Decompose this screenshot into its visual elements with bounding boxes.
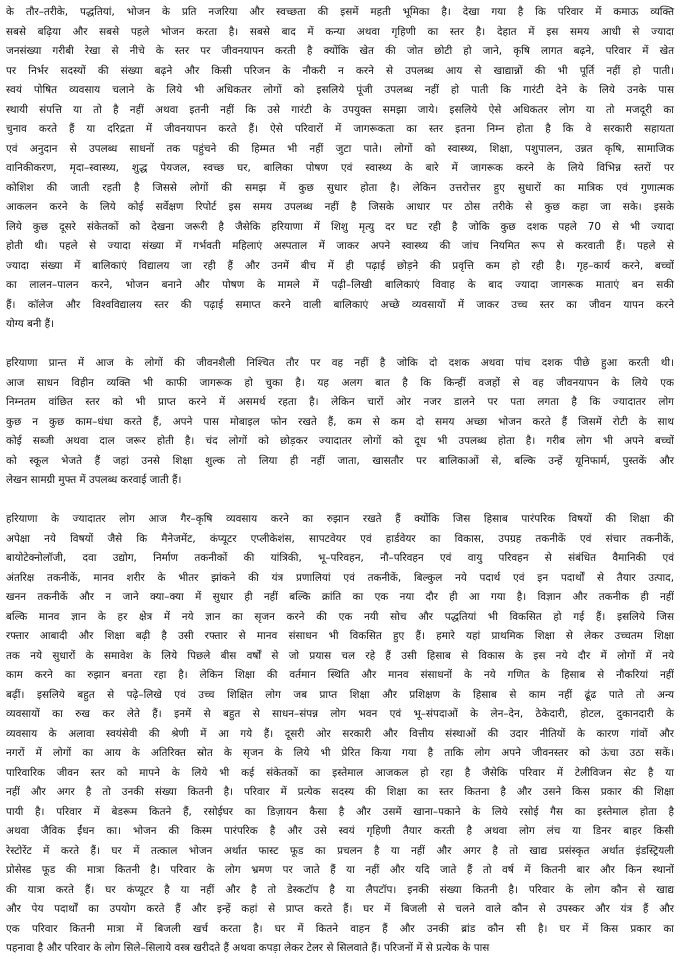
- text-line: अंतरिक्ष तकनीकें, मानव शरीर के भीतर झांकने की यंत्र प्रणालियां एवं तकनीकें, बिल्कुल नये पदार्थ एवं इन पदार्थों से तैयार उत्पाद,: [6, 571, 674, 584]
- text-line: कोई सब्जी अथवा दाल जरूर होती है। चंद लोगों को छोड़कर ज्यादातर लोगों को दूध भी उपलब्ध होता है। गरीब लोग भी अपने बच्चों: [6, 435, 674, 447]
- text-line: बायोटेक्नोलॉजी, दवा उद्योग, निर्माण तकनीकों की यांत्रिकी, भू–परिवहन, नौ–परिवहन एवं वायु परिवहन से संबंधित वैमानिकी एवं: [6, 552, 674, 564]
- text-line: और पेय पदार्थों का उपयोग करते हैं और इन्हें कहां से प्राप्त करते हैं। घर में बिजली से चलने वाले कौन से उपस्कर और यंत्र हैं और: [6, 903, 674, 915]
- text-line: व्यवसायों का रुख कर लेते हैं। इनमें से बहुत से साधन–संपन्न लोग भवन एवं भू–संपदाओं के लेन–देन, ठेकेदारी, होटल, दुकानदारी के: [6, 708, 674, 720]
- text-line: का लालन–पालन करने, भोजन बनाने और पोषण के मामले में पढ़ी–लिखी बालिकाएं विवाह के बाद ज्यादा जागरूक माताएं बन सकी: [6, 279, 674, 291]
- text-line: हरियाणा प्रान्त में आज के लोगों की जीवनशैली निश्चित तौर पर वह नहीं है जोकि दो दशक अथवा पांच दशक पीछे हुआ करती थी।: [6, 357, 674, 369]
- text-line: अपेक्षा नये विषयों जैसे कि मैनेजमेंट, कंप्यूटर एप्लीकेशंस, सापटवेयर एवं हार्डवेयर का विकास, उपग्रह तकनीकें एवं संचार तकनीकें,: [6, 532, 674, 545]
- text-line: तक नये सुधारों के समावेश के लिये पिछले बीस वर्षों से जो प्रयास चल रहे हैं उसी हिसाब से विकास के इस नये दौर में लोगों में नये: [6, 649, 674, 662]
- text-line: को स्कूल भेजते हैं जहां उनसे शिक्षा शुल्क तो लिया ही नहीं जाता, खासतौर पर बालिकाओं से, बल्कि उन्हें यूनिफार्म, पुस्तकें और: [6, 454, 674, 467]
- paragraph-lifestyle-change: [6, 354, 674, 491]
- text-line: जनसंख्या गरीबी रेखा से नीचे के स्तर पर जीवनयापन करती है क्योंकि खेत की जोत छोटी हो जाने, कृषि लागत बढ़ने, परिवार में खेत: [6, 45, 674, 57]
- text-line: रेस्टोरेंट में करते हैं। घर में तत्काल भोजन अर्थात फास्ट फूड का प्रचलन है या नहीं और अगर है तो खाद्य प्रसंस्कृत अर्थात इंडस्ट्रियली: [6, 844, 674, 857]
- text-line: सबसे बढ़िया और सबसे पहले भोजन करता है। सबसे बाद में कन्या अथवा गृहिणी का स्तर है। देहात में इस समय आधी से ज्यादा: [6, 25, 674, 38]
- text-line: कोशिश की जाती रहती है जिससे लोगों की समझ में कुछ सुधार होता है। लेकिन उत्तरोत्तर हुए सुधारों का मात्रिक एवं गुणात्मक: [6, 181, 674, 194]
- text-line: नहीं और अगर है तो उनकी संख्या कितनी है। परिवार में प्रत्येक सदस्य की शिक्षा का स्तर कितना है और उसने किस प्रकार की शिक्षा: [6, 786, 674, 798]
- text-line: हरियाणा के ज्यादातर लोग आज गैर–कृषि व्यवसाय करने का रुझान रखते हैं क्योंकि जिस हिसाब पारंपरिक विषयों की शिक्षा की: [6, 513, 674, 525]
- text-line: पायी है। परिवार में बेडरूम कितने हैं, रसोईघर का डिज़ायन कैसा है और उसमें खाना–पकाने के लिये रसोई गैस का इस्तेमाल होता है: [6, 805, 674, 818]
- text-line: एवं अनुदान से उपलब्ध साधनों तक पहुंचने की हिम्मत भी नहीं जुटा पाते। लोगों को स्वास्थ्य, शिक्षा, पशुपालन, उन्नत कृषि, सामाजिक: [6, 142, 674, 155]
- text-line: निम्नतम वांछित स्तर को भी प्राप्त करने में असमर्थ रहता है। लेकिन चारों ओर नजर डालने पर पता लगता है कि ज्यादातर लोग: [6, 396, 674, 408]
- text-line: काम करने का रुझान बनता रहा है। लेकिन शिक्षा की वर्तमान स्थिति और मानव संसाधनों के नये गणित के हिसाब से नौकरियां नहीं: [6, 669, 674, 681]
- text-line: रफ्तार आबादी और शिक्षा बढ़ी है उसी रफ्तार से मानव संसाधन भी विकसित हुए हैं। हमारे यहां प्राथमिक शिक्षा से लेकर उच्चतम शिक्षा: [6, 630, 674, 642]
- text-line: लिये कुछ दूसरे संकेतकों को देखना जरूरी है जैसेकि हरियाणा में शिशु मृत्यु दर घट रही है जोकि कुछ दशक पहले 70 से भी ज्यादा: [6, 220, 674, 233]
- paragraph-gap: [6, 335, 674, 355]
- text-line: बढ़ीं। इसलिये बहुत से पढ़े–लिखे एवं उच्च शिक्षित लोग जब प्राप्त शिक्षा और प्रशिक्षण के हिसाब से काम नहीं ढूंढ पाते तो अन्य: [6, 688, 674, 701]
- text-line: अथवा जैविक ईंधन का। भोजन की किस्म पारंपरिक है और उसे स्वयं गृहिणी तैयार करती है अथवा लोग लंच या डिनर बाहर किसी: [6, 825, 674, 837]
- text-line: स्थायी संपत्ति या तो है नहीं अथवा इतनी नहीं कि उसे गारंटी के उपयुक्त समझा जाये। इसलिये ऐसे अधिकतर लोग या तो मजदूरी का: [6, 103, 674, 116]
- paragraph-gap: [6, 491, 674, 511]
- text-line: प्रोसेस्ड फूड की मात्रा कितनी है। परिवार के लोग भ्रमण पर जाते हैं या नहीं और यदि जाते हैं तो वर्ष में कितनी बार और किन स्थानों: [6, 864, 674, 876]
- text-line: होती थी। पहले से ज्यादा संख्या में गर्भवती महिलाएं अस्पताल में जाकर अपने स्वास्थ्य की जांच नियमित रूप से करवाती हैं। पहले से: [6, 240, 674, 252]
- text-line: आज साधन विहीन व्यक्ति भी काफी जागरूक हो चुका है। यह अलग बात है कि किन्हीं वजहों से वह जीवनयापन के लिये एक: [6, 376, 674, 389]
- text-line: नगरों में लोगों का आय के अतिरिक्त स्रोत के सृजन के लिये भी प्रेरित किया गया है ताकि लोग अपने जीवनस्तर को ऊंचा उठा सकें।: [6, 747, 674, 759]
- text-line: पहनावा है और परिवार के लोग सिले–सिलाये वस्त्र खरीदते हैं अथवा कपड़ा लेकर टेलर से सिलवाते हैं। परिजनों में से प्रत्येक के पास: [6, 942, 490, 954]
- text-line: पर निर्भर सदस्यों की संख्या बढ़ने और किसी परिजन के नौकरी न करने से उपलब्ध आय से खाद्यान्नों की भी पूर्ति नहीं हो पाती।: [6, 64, 674, 77]
- text-line: एक परिवार कितनी मात्रा में बिजली खर्च करता है। घर में कितने वाहन हैं और उनकी ब्रांड कौन सी है। घर में किस प्रकार का: [6, 922, 674, 935]
- text-line: लेखन सामग्री मुफ्त में उपलब्ध करवाई जाती हैं।: [6, 474, 182, 486]
- text-line: योग्य बनी हैं।: [6, 318, 55, 330]
- text-line: कुछ न कुछ काम–धंधा करते हैं, अपने पास मोबाइल फोन रखते हैं, कम से कम दो समय अच्छा भोजन करते हैं जिसमें रोटी के साथ: [6, 415, 674, 428]
- text-line: ज्यादा संख्या में बालिकाएं विद्यालय जा रही हैं और उनमें बीच में ही पढ़ाई छोड़ने की प्रवृत्ति कम हो रही है। गृह–कार्य करने, बच्चों: [6, 259, 674, 272]
- text-line: पारिवारिक जीवन स्तर को मापने के लिये भी कई संकेतकों का इस्तेमाल आजकल हो रहा है जैसेकि परिवार में टेलीविजन सेट है या: [6, 766, 674, 779]
- paragraph-non-farm-occupations: [6, 510, 674, 959]
- text-line: स्वयं पोषित व्यवसाय चलाने के लिये भी अधिकतर लोगों को इसलिये पूंजी उपलब्ध नहीं हो पाती कि गारंटी देने के लिये उनके पास: [6, 84, 674, 96]
- text-line: की यात्रा करते हैं। घर कंप्यूटर है या नहीं और है तो डेस्कटॉप है या लैपटॉप। इनकी संख्या कितनी है। परिवार के लोग कौन से खाद्य: [6, 883, 674, 896]
- text-line: व्यवसाय के अलावा स्वयंसेवी की श्रेणी में आ गये हैं। दूसरी ओर सरकारी और वित्तीय संस्थाओं की उदार नीतियों के कारण गांवों और: [6, 727, 674, 740]
- text-line: चुनाव करते हैं या दरिद्रता में जीवनयापन करते हैं। ऐसे परिवारों में जागरूकता का स्तर इतना निम्न होता है कि वे सरकारी सहायता: [6, 123, 674, 135]
- text-line: वानिकीकरण, मृदा–स्वास्थ्य, शुद्ध पेयजल, स्वच्छ घर, बालिका पोषण एवं स्वास्थ्य के बारे में जागरूक करने के लिये विभिन्न स्तरों पर: [6, 162, 674, 174]
- paragraph-nutrition-and-poverty: [6, 3, 674, 335]
- text-line: के तौर–तरीके, पद्धतियां, भोजन के प्रति नजरिया और स्वच्छता की इसमें महती भूमिका है। देखा गया है कि परिवार में कमाऊ व्यक्ति: [6, 6, 674, 18]
- text-line: खनन तकनीकें और न जाने क्या–क्या में सुधार ही नहीं बल्कि क्रांति का एक नया दौर ही आ गया है। विज्ञान और तकनीक ही नहीं: [6, 591, 674, 603]
- text-line: बल्कि मानव ज्ञान के हर क्षेत्र में नये ज्ञान का सृजन करने की एक नयी सोच और पद्धतियां भी विकसित हो गई हैं। इसलिये जिस: [6, 610, 674, 623]
- text-line: हैं। कॉलेज और विश्वविद्यालय स्तर की पढ़ाई समाप्त करने वाली बालिकाएं अच्छे व्यवसायों में जाकर उच्च स्तर का जीवन यापन करने: [6, 298, 674, 311]
- text-line: आकलन करने के लिये कोई सर्वेक्षण रिपोर्ट इस समय उपलब्ध नहीं है जिसके आधार पर ठोस तरीके से कुछ कहा जा सके। इसके: [6, 201, 674, 213]
